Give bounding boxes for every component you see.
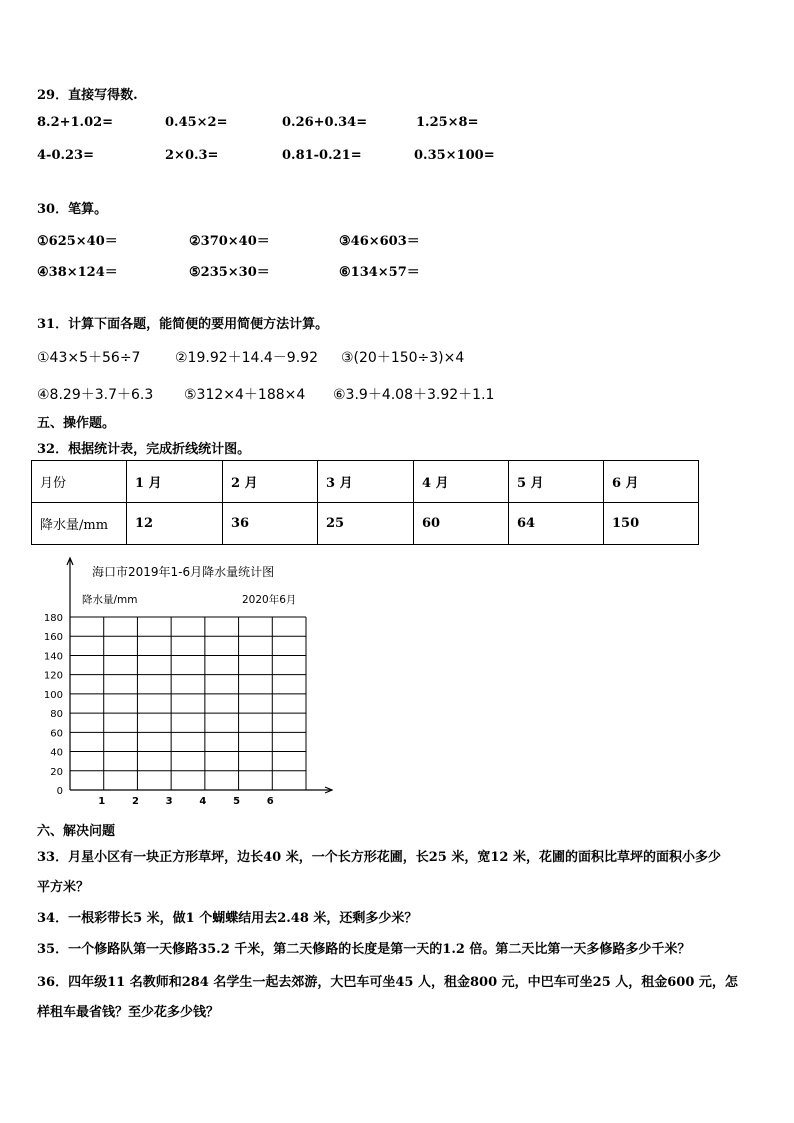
table-cell: 12 bbox=[127, 503, 223, 545]
q29-title: 29．直接写得数. bbox=[37, 88, 138, 103]
q33-line: 平方米？ bbox=[37, 880, 90, 895]
q31-item: ④8.29＋3.7＋6.3 bbox=[37, 387, 154, 403]
q29-item: 4-0.23= bbox=[37, 148, 94, 163]
table-cell: 60 bbox=[414, 503, 509, 545]
y-tick-label: 100 bbox=[43, 689, 63, 701]
table-cell: 36 bbox=[223, 503, 318, 545]
table-cell: 5 月 bbox=[509, 461, 604, 503]
q31-item: ①43×5＋56÷7 bbox=[37, 350, 141, 366]
y-tick-label: 80 bbox=[50, 709, 63, 721]
q30-item: ①625×40＝ bbox=[37, 234, 118, 249]
rainfall-table bbox=[31, 460, 699, 545]
x-tick-label: 4 bbox=[199, 796, 207, 807]
table-cell: 6 月 bbox=[604, 461, 699, 503]
table-cell: 1 月 bbox=[127, 461, 223, 503]
table-cell: 4 月 bbox=[414, 461, 509, 503]
q29-item: 0.81-0.21= bbox=[282, 148, 362, 163]
rainfall-line-chart bbox=[0, 555, 360, 810]
x-tick-label: 5 bbox=[233, 796, 241, 807]
q29-item: 0.26+0.34= bbox=[282, 115, 368, 130]
q34-line: 34．一根彩带长5 米，做1 个蝴蝶结用去2.48 米，还剩多少米？ bbox=[37, 911, 418, 926]
q31-item: ⑤312×4＋188×4 bbox=[184, 387, 306, 403]
chart-tick-labels bbox=[44, 613, 274, 807]
q32-title: 32．根据统计表，完成折线统计图。 bbox=[37, 442, 251, 457]
q35-line: 35．一个修路队第一天修路35.2 千米，第二天修路的长度是第一天的1.2 倍。第二天比第一天多修路多少千米？ bbox=[37, 942, 691, 957]
section-heading: 六、解决问题 bbox=[37, 824, 116, 839]
x-tick-label: 3 bbox=[165, 796, 173, 807]
y-tick-label: 160 bbox=[43, 632, 63, 644]
q31-item: ②19.92＋14.4－9.92 bbox=[175, 350, 318, 366]
q31-item: ⑥3.9＋4.08＋3.92＋1.1 bbox=[333, 387, 495, 403]
q30-item: ⑥134×57＝ bbox=[339, 265, 420, 280]
x-tick-label: 2 bbox=[131, 796, 139, 807]
table-cell: 2 月 bbox=[223, 461, 318, 503]
q29-item: 0.35×100= bbox=[414, 148, 495, 163]
q36-line: 样租车最省钱？至少花多少钱？ bbox=[37, 1005, 220, 1020]
y-tick-label: 140 bbox=[43, 651, 63, 663]
q29-item: 2×0.3= bbox=[165, 148, 219, 163]
q29-item: 1.25×8= bbox=[416, 115, 479, 130]
q30-item: ③46×603＝ bbox=[339, 234, 420, 249]
table-cell: 150 bbox=[604, 503, 699, 545]
y-tick-label: 20 bbox=[50, 766, 63, 778]
q29-item: 0.45×2= bbox=[165, 115, 228, 130]
section-heading: 五、操作题。 bbox=[37, 416, 116, 431]
q36-line: 36．四年级11 名教师和284 名学生一起去郊游，大巴车可坐45 人，租金800 元，中巴车可坐25 人，租金600 元，怎 bbox=[37, 975, 738, 990]
y-tick-label: 0 bbox=[56, 786, 63, 797]
q31-title: 31．计算下面各题，能简便的要用简便方法计算。 bbox=[37, 317, 329, 332]
table-cell: 降水量/mm bbox=[32, 503, 127, 545]
chart-grid bbox=[70, 617, 306, 790]
q30-title: 30．笔算。 bbox=[37, 202, 108, 217]
q30-item: ⑤235×30＝ bbox=[189, 265, 270, 280]
q31-item: ③(20＋150÷3)×4 bbox=[341, 350, 465, 366]
q33-line: 33．月星小区有一块正方形草坪，边长40 米，一个长方形花圃，长25 米，宽12 米，花圃的面积比草坪的面积小多少 bbox=[37, 850, 721, 865]
q29-item: 8.2+1.02= bbox=[37, 115, 114, 130]
table-cell: 25 bbox=[318, 503, 414, 545]
table-row bbox=[32, 503, 699, 545]
table-cell: 3 月 bbox=[318, 461, 414, 503]
q30-item: ②370×40＝ bbox=[189, 234, 270, 249]
y-tick-label: 60 bbox=[50, 728, 63, 740]
table-row bbox=[32, 461, 699, 503]
x-tick-label: 1 bbox=[98, 796, 106, 807]
table-cell: 月份 bbox=[32, 461, 127, 503]
chart-title: 海口市2019年1-6月降水量统计图 bbox=[92, 565, 275, 579]
chart-ylabel: 降水量/mm bbox=[82, 594, 138, 606]
x-tick-label: 6 bbox=[266, 796, 274, 807]
chart-date: 2020年6月 bbox=[242, 594, 297, 606]
y-tick-label: 120 bbox=[43, 670, 63, 682]
y-tick-label: 180 bbox=[43, 613, 63, 624]
q30-item: ④38×124＝ bbox=[37, 265, 118, 280]
table-cell: 64 bbox=[509, 503, 604, 545]
y-tick-label: 40 bbox=[50, 747, 63, 759]
